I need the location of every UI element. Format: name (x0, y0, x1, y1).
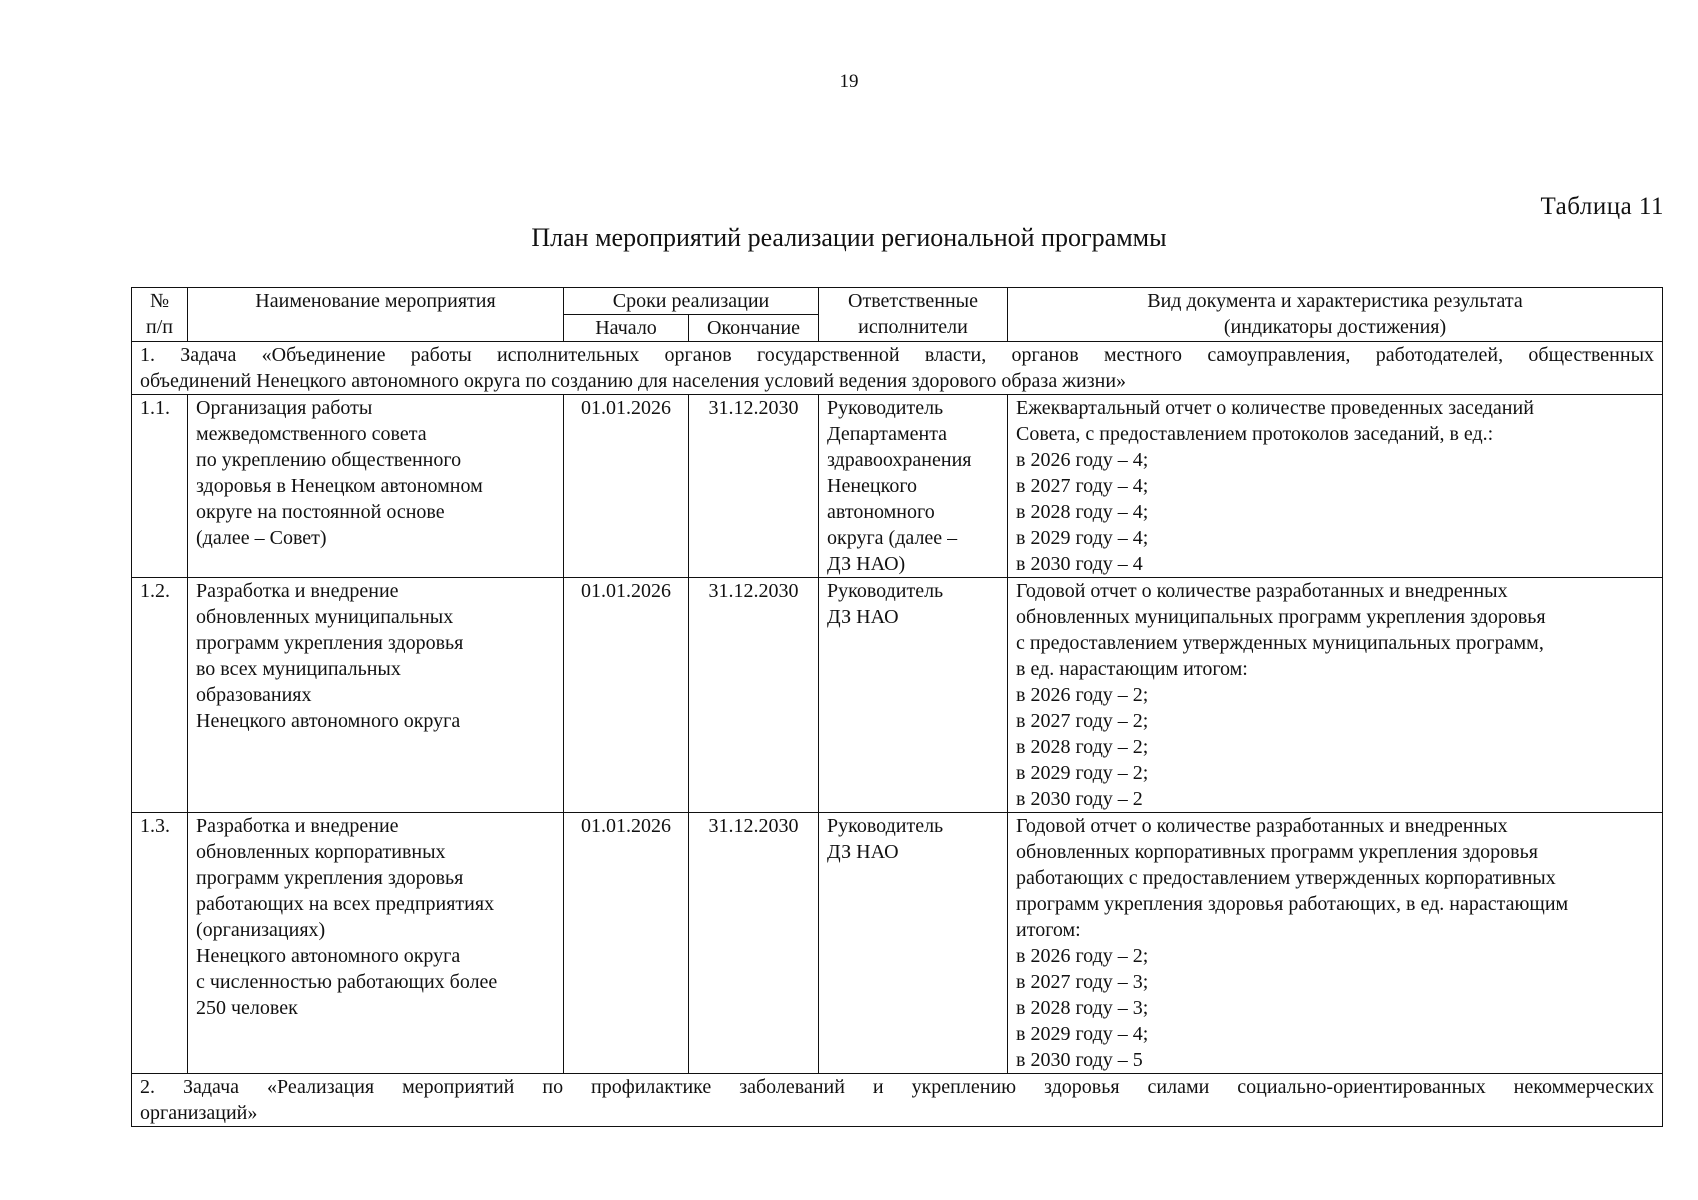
table-label: Таблица 11 (1540, 193, 1664, 220)
start-date: 01.01.2026 (564, 813, 689, 1074)
header-name: Наименование мероприятия (188, 288, 564, 342)
event-name: Разработка и внедрение обновленных муниципальных программ укрепления здоровья во всех муниципальных образованиях Ненецкого автономного округа (188, 578, 564, 813)
task-1-cell: 1. Задача «Объединение работы исполнительных органов государственной власти, органов местного самоуправления, работодателей, общественных объединений Ненецкого автономного округа по созданию для населения условий ведения здорового образа жизни» (132, 342, 1663, 395)
task-row (132, 1074, 1663, 1127)
page-number: 19 (839, 71, 859, 92)
header-responsible: Ответственные исполнители (819, 288, 1008, 342)
row-number: 1.3. (132, 813, 188, 1074)
end-date: 31.12.2030 (689, 395, 819, 578)
table-row (132, 813, 1663, 1074)
result-description: Годовой отчет о количестве разработанных и внедренных обновленных корпоративных программ укрепления здоровья работающих с предоставлением утвержденных корпоративных программ укрепления здоровья работающих, в ед. нарастающим итогом: в 2026 году – 2; в 2027 году – 3; в 2028 году – 3; в 2029 году – 4; в 2030 году – 5 (1008, 813, 1663, 1074)
header-end: Окончание (689, 315, 819, 342)
header-num: № п/п (132, 288, 188, 342)
task-2-cell: 2. Задача «Реализация мероприятий по профилактике заболеваний и укреплению здоровья силами социально-ориентированных некоммерческих организаций» (132, 1074, 1663, 1127)
row-number: 1.2. (132, 578, 188, 813)
header-start: Начало (564, 315, 689, 342)
result-description: Ежеквартальный отчет о количестве проведенных заседаний Совета, с предоставлением протоколов заседаний, в ед.: в 2026 году – 4; в 2027 году – 4; в 2028 году – 4; в 2029 году – 4; в 2030 году – 4 (1008, 395, 1663, 578)
task-row (132, 342, 1663, 395)
start-date: 01.01.2026 (564, 395, 689, 578)
result-description: Годовой отчет о количестве разработанных и внедренных обновленных муниципальных программ укрепления здоровья с предоставлением утвержденных муниципальных программ, в ед. нарастающим итогом: в 2026 году – 2; в 2027 году – 2; в 2028 году – 2; в 2029 году – 2; в 2030 году – 2 (1008, 578, 1663, 813)
end-date: 31.12.2030 (689, 578, 819, 813)
start-date: 01.01.2026 (564, 578, 689, 813)
table-header-row (132, 288, 1663, 315)
end-date: 31.12.2030 (689, 813, 819, 1074)
responsible: Руководитель Департамента здравоохранения Ненецкого автономного округа (далее – ДЗ НАО) (819, 395, 1008, 578)
table-row (132, 395, 1663, 578)
document-title: План мероприятий реализации региональной программы (531, 223, 1167, 252)
event-name: Организация работы межведомственного совета по укреплению общественного здоровья в Ненецком автономном округе на постоянной основе (далее – Совет) (188, 395, 564, 578)
row-number: 1.1. (132, 395, 188, 578)
header-result: Вид документа и характеристика результата (индикаторы достижения) (1008, 288, 1663, 342)
responsible: Руководитель ДЗ НАО (819, 578, 1008, 813)
responsible: Руководитель ДЗ НАО (819, 813, 1008, 1074)
events-plan-table (131, 287, 1663, 1127)
table-row (132, 578, 1663, 813)
event-name: Разработка и внедрение обновленных корпоративных программ укрепления здоровья работающих на всех предприятиях (организациях) Ненецкого автономного округа с численностью работающих более 250 человек (188, 813, 564, 1074)
header-period: Сроки реализации (564, 288, 819, 315)
